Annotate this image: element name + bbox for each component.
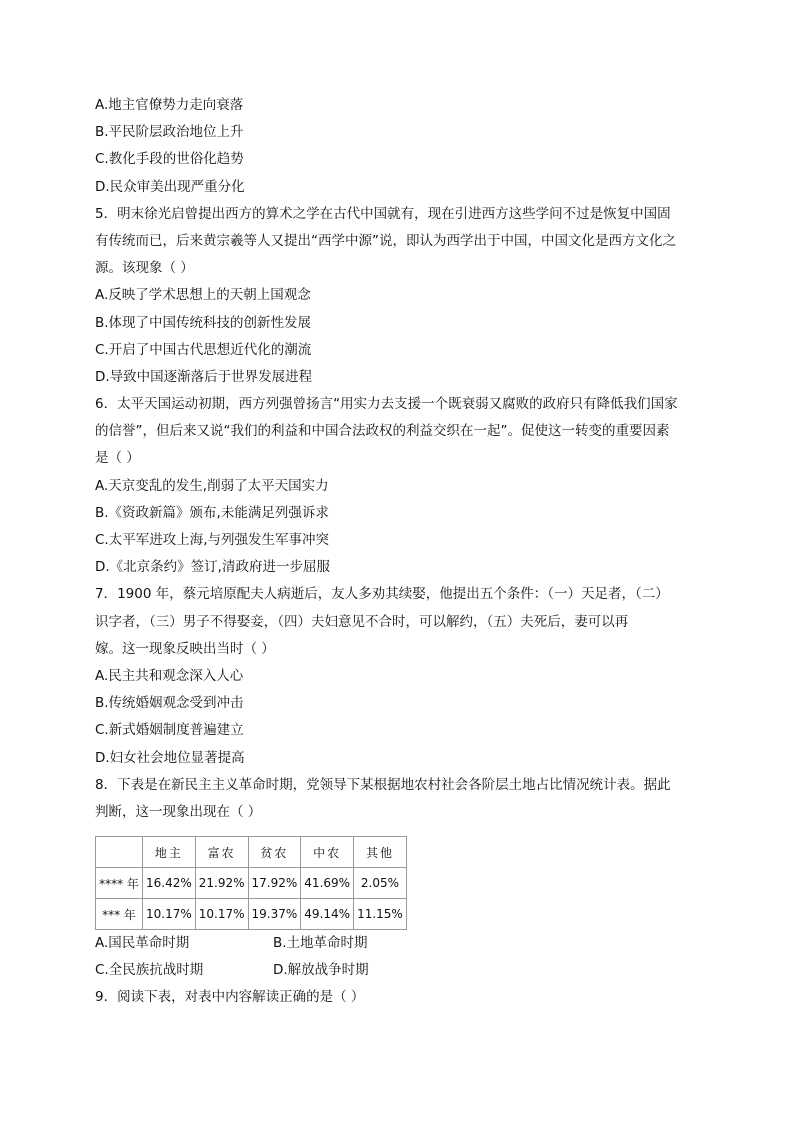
table-cell: 21.92% bbox=[195, 868, 248, 899]
question-7 bbox=[95, 581, 705, 771]
q7-option-a: A.民主共和观念深入人心 bbox=[95, 667, 244, 684]
table-cell: *** 年 bbox=[96, 899, 143, 930]
q7-option-c: C.新式婚姻制度普遍建立 bbox=[95, 722, 244, 739]
q5-stem-line-2: 有传统而已，后来黄宗羲等人又提出“西学中源”说，即认为西学出于中国，中国文化是西方文化之 bbox=[95, 232, 676, 249]
table-cell: 10.17% bbox=[195, 899, 248, 930]
q7-stem-line-1: 7．1900 年，蔡元培原配夫人病逝后，友人多劝其续娶，他提出五个条件：（一）天足者，（二） bbox=[95, 586, 669, 603]
page-content bbox=[95, 92, 705, 1012]
table-cell: 2.05% bbox=[354, 868, 407, 899]
land-share-table-wrap bbox=[95, 836, 705, 930]
question-8 bbox=[95, 772, 705, 985]
q7-option-b: B.传统婚姻观念受到冲击 bbox=[95, 695, 244, 712]
question-6 bbox=[95, 391, 705, 581]
q6-option-d: D.《北京条约》签订,清政府进一步屈服 bbox=[95, 559, 330, 576]
q8-option-a: A.国民革命时期 bbox=[95, 935, 190, 952]
table-cell: 11.15% bbox=[354, 899, 407, 930]
table-header-cell: 其他 bbox=[354, 837, 407, 868]
q6-stem-line-3: 是（ ） bbox=[95, 450, 140, 467]
table-cell: 41.69% bbox=[301, 868, 354, 899]
land-share-table bbox=[95, 836, 407, 930]
q4-option-c: C.教化手段的世俗化趋势 bbox=[95, 151, 244, 168]
q4-option-a: A.地主官僚势力走向衰落 bbox=[95, 97, 244, 113]
question-9 bbox=[95, 984, 705, 1011]
q5-option-d: D.导致中国逐渐落后于世界发展进程 bbox=[95, 368, 313, 385]
table-row bbox=[96, 868, 407, 899]
q5-stem-line-3: 源。该现象（ ） bbox=[95, 260, 194, 277]
q8-option-d: D.解放战争时期 bbox=[273, 962, 369, 979]
q6-option-b: B.《资政新篇》颁布,未能满足列强诉求 bbox=[95, 504, 329, 521]
q5-stem-line-1: 5．明末徐光启曾提出西方的算术之学在古代中国就有，现在引进西方这些学问不过是恢复中国固 bbox=[95, 205, 671, 222]
table-header-cell: 富农 bbox=[195, 837, 248, 868]
q5-option-a: A.反映了学术思想上的天朝上国观念 bbox=[95, 287, 311, 304]
q9-stem-line-1: 9．阅读下表，对表中内容解读正确的是（ ） bbox=[95, 989, 365, 1006]
q7-option-d: D.妇女社会地位显著提高 bbox=[95, 749, 245, 766]
q8-options-row-2 bbox=[95, 957, 705, 984]
table-row bbox=[96, 899, 407, 930]
question-5 bbox=[95, 201, 705, 391]
q4-option-d: D.民众审美出现严重分化 bbox=[95, 178, 245, 195]
q5-option-c: C.开启了中国古代思想近代化的潮流 bbox=[95, 341, 312, 358]
table-cell: 19.37% bbox=[248, 899, 301, 930]
table-cell: 10.17% bbox=[143, 899, 196, 930]
q8-stem-line-1: 8．下表是在新民主主义革命时期，党领导下某根据地农村社会各阶层土地占比情况统计表。据此 bbox=[95, 776, 671, 793]
table-header-row bbox=[96, 837, 407, 868]
q6-option-c: C.太平军进攻上海,与列强发生军事冲突 bbox=[95, 532, 330, 548]
q7-stem-line-3: 嫁。这一现象反映出当时（ ） bbox=[95, 640, 275, 657]
q4-option-b: B.平民阶层政治地位上升 bbox=[95, 124, 244, 141]
table-header-cell: 贫农 bbox=[248, 837, 301, 868]
table-header-cell: 地主 bbox=[143, 837, 196, 868]
question-4-options bbox=[95, 92, 705, 201]
table-cell: **** 年 bbox=[96, 868, 143, 899]
q6-stem-line-2: 的信誉”，但后来又说“我们的利益和中国合法政权的利益交织在一起”。促使这一转变的重要因素 bbox=[95, 423, 670, 440]
table-cell: 16.42% bbox=[143, 868, 196, 899]
q6-stem-line-1: 6．太平天国运动初期，西方列强曾扬言“用实力去支援一个既衰弱又腐败的政府只有降低我们国家 bbox=[95, 396, 678, 413]
q8-options-row-1 bbox=[95, 930, 705, 957]
q8-option-c: C.全民族抗战时期 bbox=[95, 962, 204, 979]
q6-option-a: A.天京变乱的发生,削弱了太平天国实力 bbox=[95, 477, 329, 494]
table-cell: 49.14% bbox=[301, 899, 354, 930]
table-cell: 17.92% bbox=[248, 868, 301, 899]
q7-stem-line-2: 识字者，（三）男子不得娶妾，（四）夫妇意见不合时，可以解约，（五）夫死后，妻可以再 bbox=[95, 613, 629, 630]
q5-option-b: B.体现了中国传统科技的创新性发展 bbox=[95, 314, 312, 331]
q8-option-b: B.土地革命时期 bbox=[273, 935, 368, 952]
table-header-cell bbox=[96, 837, 143, 868]
table-header-cell: 中农 bbox=[301, 837, 354, 868]
q8-stem-line-2: 判断，这一现象出现在（ ） bbox=[95, 803, 262, 820]
